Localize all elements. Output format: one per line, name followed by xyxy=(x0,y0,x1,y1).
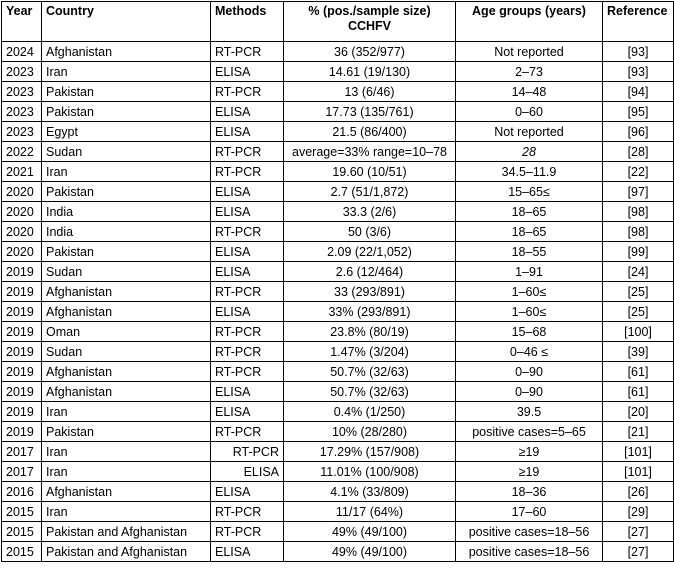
cell-reference: [98] xyxy=(603,202,674,222)
cell-country: Iran xyxy=(42,462,211,482)
header-country: Country xyxy=(42,2,211,42)
cell-reference: [98] xyxy=(603,222,674,242)
cell-country: Iran xyxy=(42,62,211,82)
cell-country: Pakistan xyxy=(42,102,211,122)
cell-age-group: ≥19 xyxy=(456,462,603,482)
table-header-row xyxy=(2,2,674,42)
cell-percent: 49% (49/100) xyxy=(284,542,456,562)
cell-year: 2015 xyxy=(2,522,42,542)
cell-age-group: ≥19 xyxy=(456,442,603,462)
cell-age-group: 0–46 ≤ xyxy=(456,342,603,362)
cell-year: 2020 xyxy=(2,222,42,242)
cell-age-group: 1–60≤ xyxy=(456,302,603,322)
cell-percent: 2.6 (12/464) xyxy=(284,262,456,282)
cell-year: 2021 xyxy=(2,162,42,182)
table-row xyxy=(2,502,674,522)
cell-country: Pakistan xyxy=(42,242,211,262)
cell-method: ELISA xyxy=(211,482,284,502)
cell-age-group: 0–60 xyxy=(456,102,603,122)
cell-year: 2019 xyxy=(2,422,42,442)
cell-year: 2019 xyxy=(2,262,42,282)
cell-country: Egypt xyxy=(42,122,211,142)
cell-reference: [24] xyxy=(603,262,674,282)
cell-percent: 33% (293/891) xyxy=(284,302,456,322)
cell-reference: [29] xyxy=(603,502,674,522)
cell-year: 2016 xyxy=(2,482,42,502)
table-row xyxy=(2,302,674,322)
cell-reference: [21] xyxy=(603,422,674,442)
cell-percent: 23.8% (80/19) xyxy=(284,322,456,342)
cell-percent: 2.7 (51/1,872) xyxy=(284,182,456,202)
cell-country: Iran xyxy=(42,502,211,522)
cell-percent: 0.4% (1/250) xyxy=(284,402,456,422)
table-row xyxy=(2,282,674,302)
table-row xyxy=(2,442,674,462)
cell-age-group: 34.5–11.9 xyxy=(456,162,603,182)
cell-method: RT-PCR xyxy=(211,82,284,102)
cell-country: Iran xyxy=(42,402,211,422)
cell-country: Afghanistan xyxy=(42,42,211,62)
cell-age-group: Not reported xyxy=(456,42,603,62)
table-body xyxy=(2,42,674,562)
cell-year: 2023 xyxy=(2,82,42,102)
header-methods: Methods xyxy=(211,2,284,42)
cell-year: 2019 xyxy=(2,302,42,322)
cell-reference: [95] xyxy=(603,102,674,122)
cell-percent: 17.73 (135/761) xyxy=(284,102,456,122)
cell-method: RT-PCR xyxy=(211,422,284,442)
cell-percent: 13 (6/46) xyxy=(284,82,456,102)
cell-year: 2017 xyxy=(2,442,42,462)
cell-reference: [25] xyxy=(603,302,674,322)
table-row xyxy=(2,182,674,202)
cell-year: 2019 xyxy=(2,362,42,382)
cell-method: ELISA xyxy=(211,262,284,282)
cell-reference: [99] xyxy=(603,242,674,262)
cell-age-group: 18–65 xyxy=(456,202,603,222)
header-age-groups: Age groups (years) xyxy=(456,2,603,42)
cell-percent: 50.7% (32/63) xyxy=(284,362,456,382)
cell-method: ELISA xyxy=(211,242,284,262)
table-row xyxy=(2,42,674,62)
cell-reference: [101] xyxy=(603,462,674,482)
cell-country: Sudan xyxy=(42,262,211,282)
cell-age-group: 17–60 xyxy=(456,502,603,522)
cell-age-group: positive cases=5–65 xyxy=(456,422,603,442)
cell-percent: 17.29% (157/908) xyxy=(284,442,456,462)
cell-year: 2019 xyxy=(2,282,42,302)
cell-reference: [25] xyxy=(603,282,674,302)
cell-age-group: positive cases=18–56 xyxy=(456,542,603,562)
cell-percent: 50 (3/6) xyxy=(284,222,456,242)
cell-method: ELISA xyxy=(211,462,284,482)
cell-country: Iran xyxy=(42,442,211,462)
table-row xyxy=(2,402,674,422)
cchfv-prevalence-table xyxy=(1,1,674,562)
cell-reference: [61] xyxy=(603,362,674,382)
cell-country: Afghanistan xyxy=(42,482,211,502)
cell-method: ELISA xyxy=(211,202,284,222)
cell-year: 2019 xyxy=(2,402,42,422)
table-row xyxy=(2,462,674,482)
cell-year: 2020 xyxy=(2,242,42,262)
cell-percent: 33.3 (2/6) xyxy=(284,202,456,222)
cell-year: 2024 xyxy=(2,42,42,62)
cell-country: Afghanistan xyxy=(42,382,211,402)
table-row xyxy=(2,322,674,342)
cell-percent: 2.09 (22/1,052) xyxy=(284,242,456,262)
cell-age-group: 18–36 xyxy=(456,482,603,502)
cell-reference: [97] xyxy=(603,182,674,202)
cell-percent: 36 (352/977) xyxy=(284,42,456,62)
cell-method: ELISA xyxy=(211,182,284,202)
cell-method: ELISA xyxy=(211,62,284,82)
header-percent-line2: CCHFV xyxy=(347,19,392,33)
header-percent xyxy=(284,2,456,42)
cell-reference: [27] xyxy=(603,542,674,562)
cell-reference: [26] xyxy=(603,482,674,502)
cell-method: ELISA xyxy=(211,402,284,422)
cell-country: Pakistan and Afghanistan xyxy=(42,522,211,542)
cell-country: Sudan xyxy=(42,142,211,162)
cell-country: Sudan xyxy=(42,342,211,362)
cell-country: Afghanistan xyxy=(42,282,211,302)
cell-year: 2023 xyxy=(2,62,42,82)
cell-country: Afghanistan xyxy=(42,302,211,322)
cell-country: Pakistan xyxy=(42,182,211,202)
table-row xyxy=(2,122,674,142)
cell-percent: 33 (293/891) xyxy=(284,282,456,302)
cell-age-group: 15–68 xyxy=(456,322,603,342)
cell-reference: [20] xyxy=(603,402,674,422)
cell-reference: [93] xyxy=(603,62,674,82)
table-row xyxy=(2,422,674,442)
cell-percent: 4.1% (33/809) xyxy=(284,482,456,502)
table-row xyxy=(2,162,674,182)
cell-age-group: 2–73 xyxy=(456,62,603,82)
table-row xyxy=(2,362,674,382)
cell-percent: 10% (28/280) xyxy=(284,422,456,442)
cell-country: Pakistan and Afghanistan xyxy=(42,542,211,562)
cell-age-group: Not reported xyxy=(456,122,603,142)
cell-country: Afghanistan xyxy=(42,362,211,382)
header-year: Year xyxy=(2,2,42,42)
cell-reference: [93] xyxy=(603,42,674,62)
cell-method: ELISA xyxy=(211,542,284,562)
cell-year: 2023 xyxy=(2,102,42,122)
table-row xyxy=(2,382,674,402)
cell-percent: 50.7% (32/63) xyxy=(284,382,456,402)
cell-country: India xyxy=(42,222,211,242)
cell-year: 2019 xyxy=(2,322,42,342)
cell-country: India xyxy=(42,202,211,222)
cell-year: 2023 xyxy=(2,122,42,142)
cell-age-group: 18–55 xyxy=(456,242,603,262)
cell-reference: [39] xyxy=(603,342,674,362)
cell-method: RT-PCR xyxy=(211,282,284,302)
cell-method: RT-PCR xyxy=(211,162,284,182)
table-row xyxy=(2,82,674,102)
cell-method: RT-PCR xyxy=(211,502,284,522)
table-row xyxy=(2,102,674,122)
cell-percent: average=33% range=10–78 xyxy=(284,142,456,162)
cell-country: Pakistan xyxy=(42,82,211,102)
cell-method: RT-PCR xyxy=(211,222,284,242)
cell-age-group: 15–65≤ xyxy=(456,182,603,202)
cell-year: 2019 xyxy=(2,382,42,402)
cell-percent: 11/17 (64%) xyxy=(284,502,456,522)
cell-method: ELISA xyxy=(211,102,284,122)
cell-year: 2022 xyxy=(2,142,42,162)
cell-percent: 49% (49/100) xyxy=(284,522,456,542)
cell-age-group: 28 xyxy=(456,142,603,162)
cell-reference: [101] xyxy=(603,442,674,462)
cell-age-group: 0–90 xyxy=(456,362,603,382)
table-row xyxy=(2,142,674,162)
cell-age-group: 1–60≤ xyxy=(456,282,603,302)
table-row xyxy=(2,242,674,262)
cell-country: Oman xyxy=(42,322,211,342)
cell-age-group: 39.5 xyxy=(456,402,603,422)
cell-percent: 21.5 (86/400) xyxy=(284,122,456,142)
cell-country: Iran xyxy=(42,162,211,182)
cell-year: 2019 xyxy=(2,342,42,362)
cell-percent: 11.01% (100/908) xyxy=(284,462,456,482)
cell-reference: [96] xyxy=(603,122,674,142)
cell-method: ELISA xyxy=(211,122,284,142)
header-percent-line1: % (pos./sample size) xyxy=(308,4,431,18)
cell-year: 2015 xyxy=(2,502,42,522)
table-row xyxy=(2,522,674,542)
cell-method: ELISA xyxy=(211,302,284,322)
cell-reference: [61] xyxy=(603,382,674,402)
cell-age-group: positive cases=18–56 xyxy=(456,522,603,542)
cell-percent: 14.61 (19/130) xyxy=(284,62,456,82)
cell-reference: [22] xyxy=(603,162,674,182)
cell-year: 2020 xyxy=(2,182,42,202)
cell-method: RT-PCR xyxy=(211,442,284,462)
header-reference: Reference xyxy=(603,2,674,42)
table-row xyxy=(2,222,674,242)
cell-age-group: 18–65 xyxy=(456,222,603,242)
cell-method: RT-PCR xyxy=(211,522,284,542)
cell-reference: [27] xyxy=(603,522,674,542)
cell-method: RT-PCR xyxy=(211,42,284,62)
table-row xyxy=(2,262,674,282)
table-row xyxy=(2,342,674,362)
table-row xyxy=(2,62,674,82)
cell-percent: 19.60 (10/51) xyxy=(284,162,456,182)
table-row xyxy=(2,482,674,502)
cell-reference: [28] xyxy=(603,142,674,162)
cell-reference: [100] xyxy=(603,322,674,342)
cell-reference: [94] xyxy=(603,82,674,102)
cell-method: RT-PCR xyxy=(211,362,284,382)
cell-percent: 1.47% (3/204) xyxy=(284,342,456,362)
cell-year: 2020 xyxy=(2,202,42,222)
table-row xyxy=(2,542,674,562)
cell-age-group: 1–91 xyxy=(456,262,603,282)
cell-method: RT-PCR xyxy=(211,142,284,162)
cell-method: ELISA xyxy=(211,382,284,402)
cell-year: 2017 xyxy=(2,462,42,482)
cell-method: RT-PCR xyxy=(211,322,284,342)
cell-age-group: 0–90 xyxy=(456,382,603,402)
cell-method: RT-PCR xyxy=(211,342,284,362)
cell-age-group: 14–48 xyxy=(456,82,603,102)
cell-year: 2015 xyxy=(2,542,42,562)
table-row xyxy=(2,202,674,222)
cell-country: Pakistan xyxy=(42,422,211,442)
